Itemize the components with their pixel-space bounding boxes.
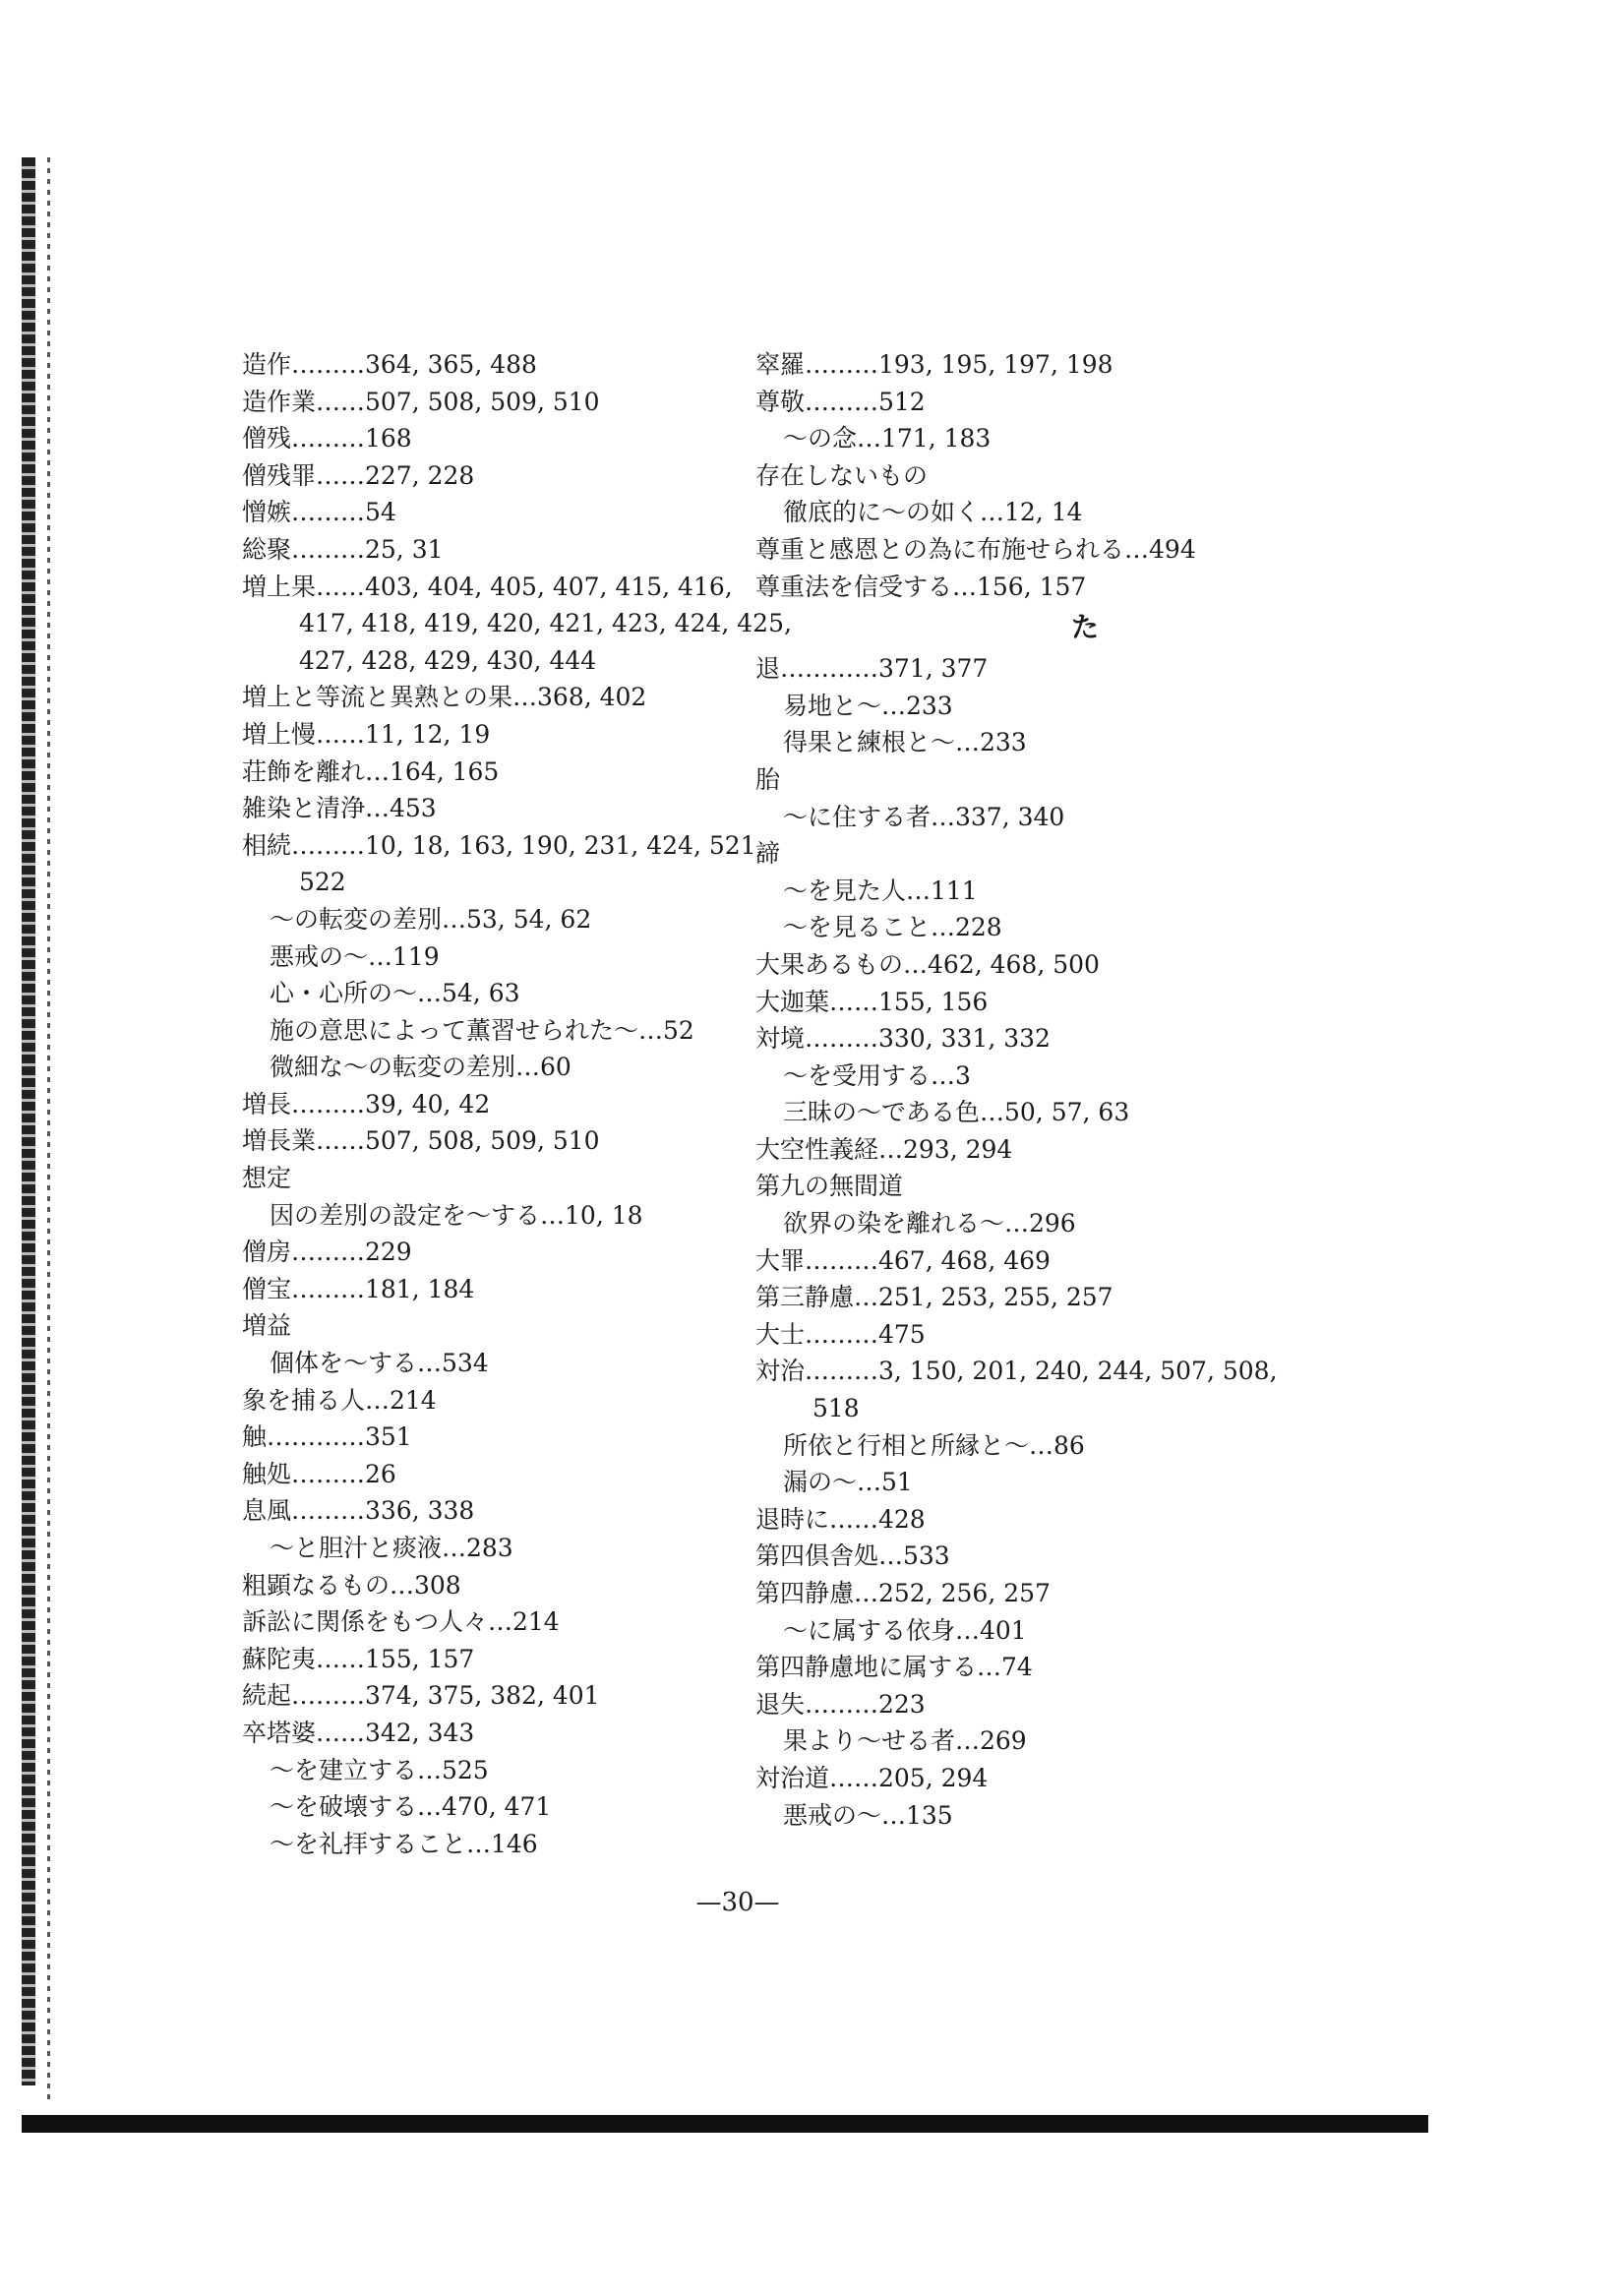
index-subentry: 所依と行相と所縁と～…86 <box>783 1430 1085 1460</box>
index-entry: 対治道……205, 294 <box>755 1763 989 1792</box>
index-entry: 総聚………25, 31 <box>242 534 444 564</box>
index-column-right <box>755 346 1306 1834</box>
index-entry: 僧房………229 <box>242 1238 412 1267</box>
index-entry: 相続………10, 18, 163, 190, 231, 424, 521, <box>242 830 764 860</box>
index-entry: 第三静慮…251, 253, 255, 257 <box>755 1283 1113 1312</box>
index-subentry: ～に属する依身…401 <box>783 1615 1027 1645</box>
index-entry: 卒塔婆……342, 343 <box>242 1718 475 1747</box>
index-entry: 尊重と感恩との為に布施せられる…494 <box>755 534 1196 564</box>
index-entry: 存在しないもの <box>755 460 929 490</box>
index-entry: 第四倶舎処…533 <box>755 1541 950 1571</box>
index-entry: 大罪………467, 468, 469 <box>755 1245 1051 1275</box>
section-heading: た <box>1070 611 1099 644</box>
index-entry: 増長………39, 40, 42 <box>242 1089 491 1118</box>
index-entry: 第九の無間道 <box>755 1172 904 1201</box>
index-entry-continuation: 427, 428, 429, 430, 444 <box>299 645 597 675</box>
index-subentry: ～を見ること…228 <box>783 913 1002 942</box>
index-subentry: 漏の～…51 <box>783 1468 913 1497</box>
index-entry-continuation: 522 <box>299 868 346 897</box>
index-entry-continuation: 417, 418, 419, 420, 421, 423, 424, 425, <box>299 609 792 638</box>
index-subentry: 果より～せる者…269 <box>783 1726 1027 1756</box>
index-subentry: ～の念…171, 183 <box>783 424 992 453</box>
index-entry: 増長業……507, 508, 509, 510 <box>242 1126 600 1156</box>
index-entry: 触…………351 <box>242 1422 412 1452</box>
index-subentry: ～に住する者…337, 340 <box>783 802 1065 831</box>
index-entry: 第四静慮地に属する…74 <box>755 1653 1033 1682</box>
index-entry: 想定 <box>242 1164 292 1193</box>
index-subentry: ～を礼拝すること…146 <box>270 1829 538 1858</box>
index-entry: 増上果……403, 404, 405, 407, 415, 416, <box>242 572 733 601</box>
index-entry: 息風………336, 338 <box>242 1496 475 1526</box>
index-entry-continuation: 518 <box>812 1394 860 1423</box>
index-entry: 増益 <box>242 1311 292 1341</box>
index-entry: 蘇陀夷……155, 157 <box>242 1644 475 1673</box>
index-entry: 大士………475 <box>755 1319 926 1349</box>
index-entry: 尊敬………512 <box>755 387 926 416</box>
index-entry: 雑染と清浄…453 <box>242 794 437 823</box>
index-entry: 胎 <box>755 764 781 794</box>
index-subentry: ～を見た人…111 <box>783 876 978 905</box>
binding-shadow-left <box>22 157 35 2085</box>
page-number: —30— <box>695 1888 780 1917</box>
index-entry: 増上慢……11, 12, 19 <box>242 719 491 749</box>
index-entry: 尊重法を信受する…156, 157 <box>755 572 1087 601</box>
index-subentry: 欲界の染を離れる～…296 <box>783 1209 1076 1239</box>
index-entry: 退失………223 <box>755 1689 926 1719</box>
binding-shadow-inner <box>47 157 50 2105</box>
index-entry: 憎嫉………54 <box>242 498 396 527</box>
index-entry: 対治………3, 150, 201, 240, 244, 507, 508, <box>755 1357 1278 1386</box>
index-entry: 退時に……428 <box>755 1504 926 1534</box>
index-entry: 大果あるもの…462, 468, 500 <box>755 949 1100 979</box>
index-entry: 諦 <box>755 839 781 869</box>
index-entry: 造作………364, 365, 488 <box>242 350 537 379</box>
index-entry: 大迦葉……155, 156 <box>755 987 989 1016</box>
index-entry: 第四静慮…252, 256, 257 <box>755 1579 1051 1607</box>
index-subentry: 三昧の～である色…50, 57, 63 <box>783 1098 1130 1127</box>
index-subentry: 心・心所の～…54, 63 <box>270 979 520 1008</box>
index-subentry: ～を破壊する…470, 471 <box>270 1792 552 1822</box>
index-subentry: 微細な～の転変の差別…60 <box>270 1053 571 1082</box>
index-entry: 象を捕る人…214 <box>242 1385 437 1415</box>
index-entry: 僧宝………181, 184 <box>242 1274 475 1303</box>
scan-bottom-edge <box>22 2115 1428 2133</box>
index-entry: 触処………26 <box>242 1459 396 1488</box>
index-entry: 退…………371, 377 <box>755 654 989 684</box>
index-entry: 造作業……507, 508, 509, 510 <box>242 387 600 416</box>
index-subentry: 得果と練根と～…233 <box>783 728 1027 757</box>
index-subentry: 個体を～する…534 <box>270 1349 489 1378</box>
index-entry: 粗顕なるもの…308 <box>242 1570 461 1600</box>
index-entry: 荘飾を離れ…164, 165 <box>242 756 500 786</box>
index-subentry: ～を受用する…3 <box>783 1060 971 1090</box>
index-subentry: 徹底的に～の如く…12, 14 <box>783 498 1083 527</box>
index-subentry: ～の転変の差別…53, 54, 62 <box>270 904 592 934</box>
index-entry: 続起………374, 375, 382, 401 <box>242 1681 600 1711</box>
index-column-left <box>242 346 793 1862</box>
index-entry: 僧残罪……227, 228 <box>242 460 475 490</box>
index-entry: 僧残………168 <box>242 424 412 453</box>
index-subentry: 悪戒の～…119 <box>270 941 440 971</box>
index-entry: 増上と等流と異熟との果…368, 402 <box>242 683 647 712</box>
index-entry: 窣羅………193, 195, 197, 198 <box>755 350 1113 379</box>
index-subentry: 施の意思によって薫習せられた～…52 <box>270 1015 694 1045</box>
index-entry: 対境………330, 331, 332 <box>755 1024 1051 1054</box>
index-subentry: 易地と～…233 <box>783 691 953 720</box>
index-entry: 訴訟に関係をもつ人々…214 <box>242 1607 560 1637</box>
index-subentry: ～と胆汁と痰液…283 <box>270 1534 513 1562</box>
index-subentry: 悪戒の～…135 <box>783 1800 953 1830</box>
index-subentry: 因の差別の設定を～する…10, 18 <box>270 1200 643 1230</box>
index-subentry: ～を建立する…525 <box>270 1755 489 1784</box>
index-entry: 大空性義経…293, 294 <box>755 1134 1013 1164</box>
